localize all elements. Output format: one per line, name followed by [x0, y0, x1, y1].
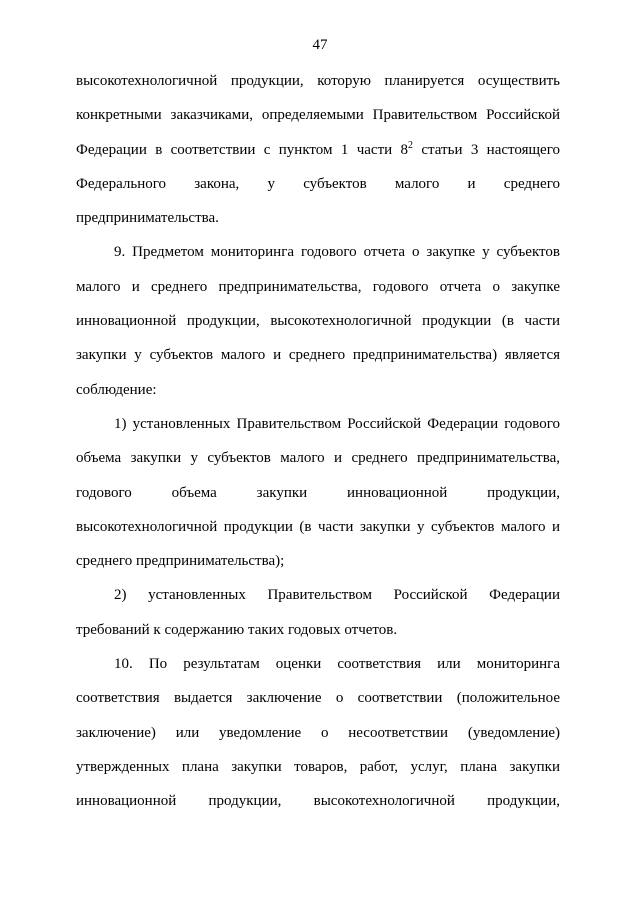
text-line: требований к содержанию таких годовых отчетов.	[76, 621, 398, 638]
paragraph-9	[76, 241, 560, 412]
text-line-with-superscript	[76, 139, 560, 173]
text-line: предпринимательства.	[76, 210, 219, 227]
paragraph-10	[76, 653, 560, 824]
text-line: Федерального закона, у субъектов малого и среднего	[76, 175, 560, 192]
text-line: малого и среднего предпринимательства, годового отчета о закупке	[76, 278, 560, 295]
text-line: 10. По результатам оценки соответствия или мониторинга	[114, 656, 560, 673]
text-line: 2) установленных Правительством Российской Федерации	[114, 587, 560, 604]
text-line: среднего предпринимательства);	[76, 553, 285, 570]
list-item-2	[76, 584, 560, 653]
document-body	[76, 70, 560, 825]
text-segment: Федерации в соответствии с пунктом 1 части 8	[76, 141, 409, 158]
text-line: высокотехнологичной продукции (в части закупки у субъектов малого и	[76, 518, 560, 535]
text-line: инновационной продукции, высокотехнологичной продукции,	[76, 793, 560, 810]
text-line: объема закупки у субъектов малого и среднего предпринимательства,	[76, 450, 560, 467]
list-item-1	[76, 413, 560, 584]
text-line: годового объема закупки инновационной продукции,	[76, 484, 560, 501]
text-line: инновационной продукции, высокотехнологичной продукции (в части	[76, 313, 560, 330]
text-line: соответствия выдается заключение о соответствии (положительное	[76, 690, 560, 707]
page-number: 47	[312, 37, 328, 53]
text-line: 1) установленных Правительством Российской Федерации годового	[114, 415, 560, 432]
text-line: утвержденных плана закупки товаров, работ, услуг, плана закупки	[76, 758, 560, 775]
text-line: высокотехнологичной продукции, которую планируется осуществить	[76, 73, 560, 89]
text-line: заключение) или уведомление о несоответствии (уведомление)	[76, 724, 560, 741]
paragraph-continuation	[76, 70, 560, 241]
superscript: 2	[408, 139, 414, 151]
text-line: закупки у субъектов малого и среднего предпринимательства) является	[76, 347, 560, 364]
text-line: 9. Предметом мониторинга годового отчета о закупке у субъектов	[114, 244, 560, 261]
text-line: конкретными заказчиками, определяемыми Правительством Российской	[76, 107, 560, 124]
text-line: соблюдение:	[76, 381, 157, 398]
text-segment: статьи 3 настоящего	[413, 141, 560, 158]
